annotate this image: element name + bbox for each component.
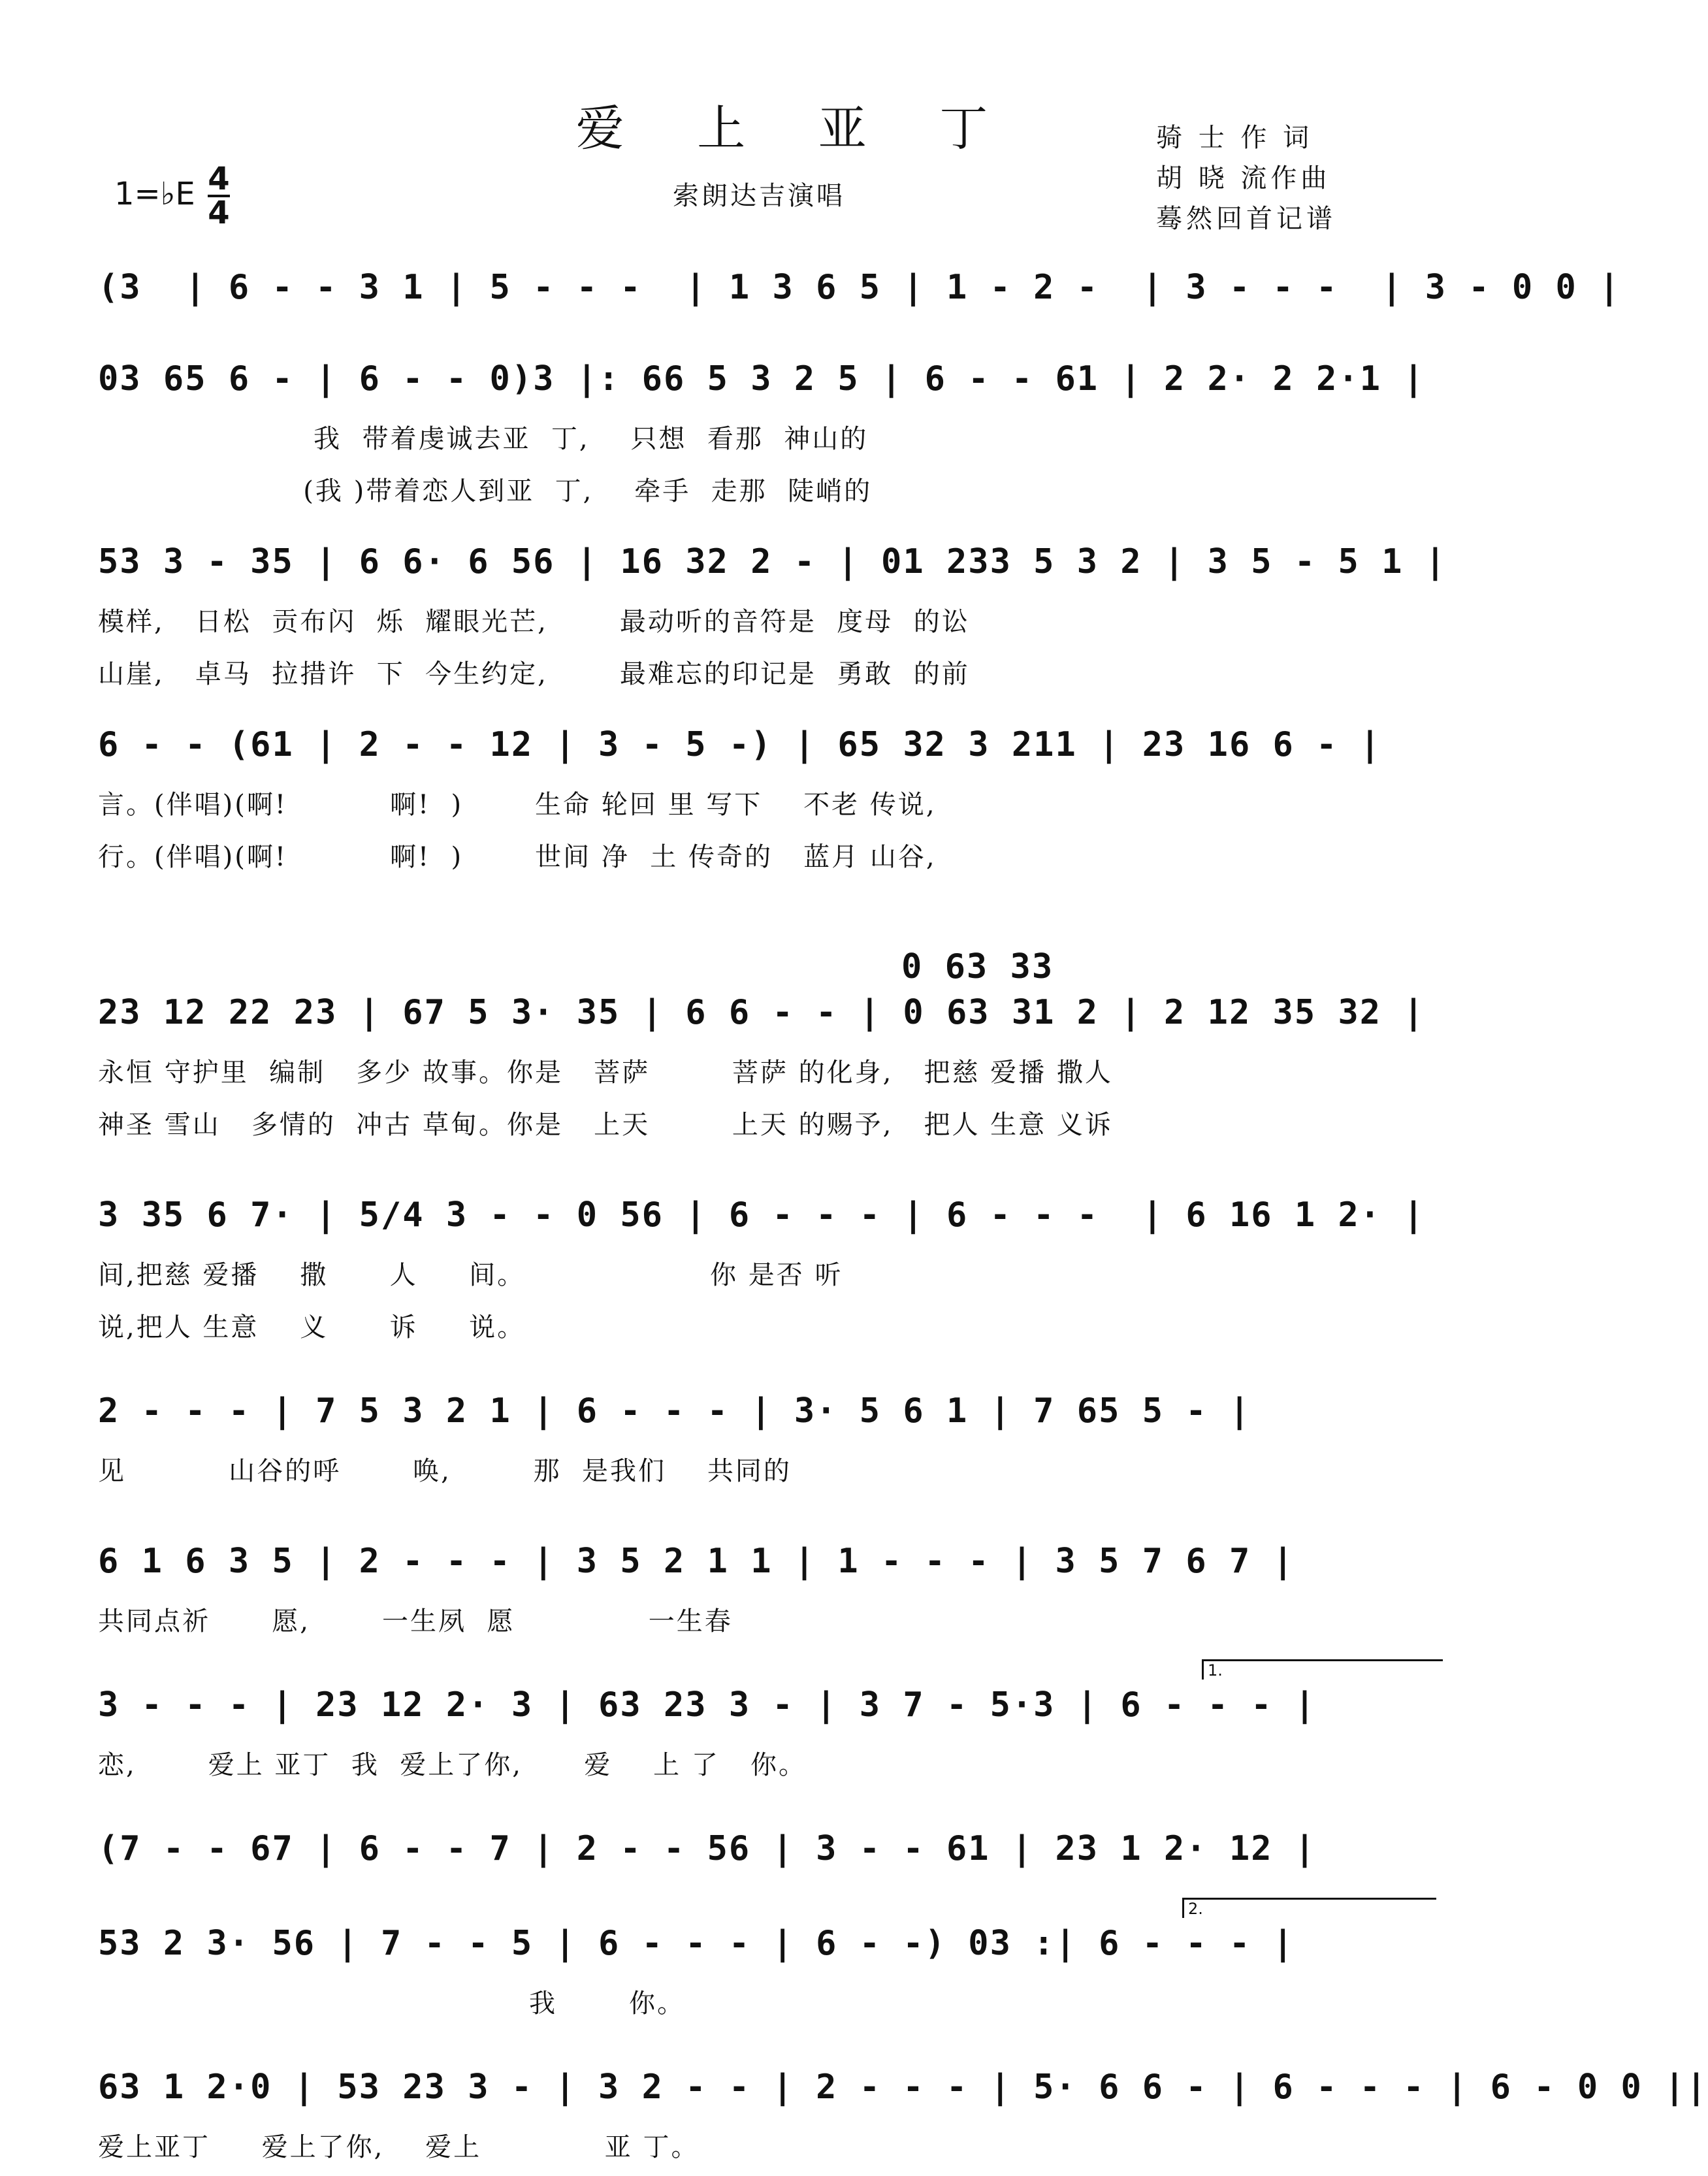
lyric-line: 我 你。: [98, 1989, 686, 2019]
lyric-line: 间,把慈 爱播 撒 人 间。 你 是否 听: [98, 1260, 843, 1290]
upper-notes: 0 63 33: [901, 947, 1054, 986]
song-title: 爱 上 亚 丁: [575, 101, 1017, 157]
volta-bracket: 2.: [1182, 1898, 1436, 1918]
lyric-line: 共同点祈 愿, 一生夙 愿 一生春: [98, 1606, 733, 1636]
lyric-line: 见 山谷的呼 唤, 那 是我们 共同的: [98, 1456, 792, 1486]
notation-line: 63 1 2·0 | 53 23 3 - | 3 2 - - | 2 - - - | 5· 6 6 - | 6 - - - | 6 - 0 0 ||: [98, 2068, 1708, 2107]
lyric-line: 行。(伴唱)(啊! 啊! ) 世间 净 土 传奇的 蓝月 山谷,: [98, 842, 937, 872]
lyric-line: 恋, 爱上 亚丁 我 爱上了你, 爱 上 了 你。: [98, 1750, 807, 1780]
lyric-line: 神圣 雪山 多情的 冲古 草甸。你是 上天 上天 的赐予, 把人 生意 义诉: [98, 1110, 1113, 1140]
credits: [1156, 118, 1430, 239]
volta-bracket: 1.: [1202, 1659, 1443, 1680]
composer: 胡 晓 流作曲: [1156, 163, 1331, 193]
lyric-line: 言。(伴唱)(啊! 啊! ) 生命 轮回 里 写下 不老 传说,: [98, 790, 937, 820]
notation-line: (7 - - 67 | 6 - - 7 | 2 - - 56 | 3 - - 61 | 23 1 2· 12 |: [98, 1829, 1317, 1868]
lyricist: 骑 士 作 词: [1156, 123, 1313, 153]
transcriber: 蓦然回首记谱: [1156, 204, 1336, 234]
key-label: 1=♭E: [114, 176, 195, 212]
notation-line: (3 | 6 - - 3 1 | 5 - - - | 1 3 6 5 | 1 - 2 - | 3 - - - | 3 - 0 0 |: [98, 268, 1621, 307]
notation-line: 6 - - (61 | 2 - - 12 | 3 - 5 -) | 65 32 3 211 | 23 16 6 - |: [98, 725, 1382, 764]
lyric-line: (我 )带着恋人到亚 丁, 牵手 走那 陡峭的: [98, 476, 873, 506]
key-signature: [114, 161, 230, 231]
notation-line: 53 2 3· 56 | 7 - - 5 | 6 - - - | 6 - -) 03 :| 6 - - - |: [98, 1924, 1295, 1963]
notation-line: 6 1 6 3 5 | 2 - - - | 3 5 2 1 1 | 1 - - - | 3 5 7 6 7 |: [98, 1542, 1295, 1581]
time-bottom: 4: [208, 195, 230, 231]
lyric-line: 山崖, 卓马 拉措许 下 今生约定, 最难忘的印记是 勇敢 的前: [98, 659, 970, 689]
notation-line: 2 - - - | 7 5 3 2 1 | 6 - - - | 3· 5 6 1 | 7 65 5 - |: [98, 1391, 1251, 1431]
time-signature: [208, 161, 230, 231]
lyric-line: 我 带着虔诚去亚 丁, 只想 看那 神山的: [98, 424, 869, 454]
notation-line: 3 - - - | 23 12 2· 3 | 63 23 3 - | 3 7 - 5·3 | 6 - - - |: [98, 1685, 1317, 1725]
time-top: 4: [208, 161, 230, 197]
notation-line: 53 3 - 35 | 6 6· 6 56 | 16 32 2 - | 01 233 5 3 2 | 3 5 - 5 1 |: [98, 542, 1447, 581]
notation-line: 3 35 6 7· | 5/4 3 - - 0 56 | 6 - - - | 6 - - - | 6 16 1 2· |: [98, 1195, 1425, 1235]
notation-line: 23 12 22 23 | 67 5 3· 35 | 6 6 - - | 0 63 31 2 | 2 12 35 32 |: [98, 993, 1425, 1032]
lyric-line: 说,把人 生意 义 诉 说。: [98, 1312, 526, 1342]
lyric-line: 永恒 守护里 编制 多少 故事。你是 菩萨 菩萨 的化身, 把慈 爱播 撒人: [98, 1058, 1113, 1088]
lyric-line: 模样, 日松 贡布闪 烁 耀眼光芒, 最动听的音符是 度母 的讼: [98, 607, 970, 637]
notation-line: 03 65 6 - | 6 - - 0)3 |: 66 5 3 2 5 | 6 - - 61 | 2 2· 2 2·1 |: [98, 359, 1425, 398]
lyric-line: 爱上亚丁 爱上了你, 爱上 亚 丁。: [98, 2132, 700, 2162]
singer: 索朗达吉演唱: [673, 181, 845, 211]
